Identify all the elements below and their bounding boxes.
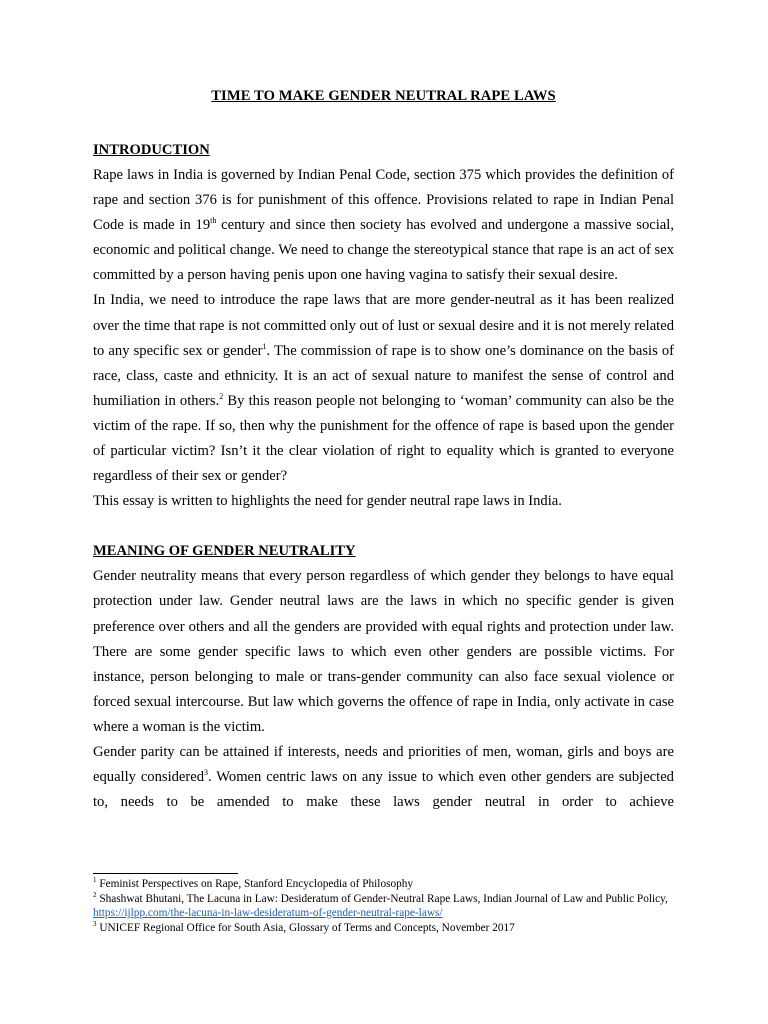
paragraph-intro-3: This essay is written to highlights the need for gender neutral rape laws in India. — [93, 493, 562, 510]
paragraph-intro-1: Rape laws in India is governed by Indian Penal Code, section 375 which provides the definition of rape and section 376 is for punishment of this offence. Provisions related to rape in Indian Penal Code is made in 19th century and since then society has evolved and undergone a massive social, economic and political change. We need to change the stereotypical stance that rape is an act of sex committed by a person having penis upon one having vagina to satisfy their sexual desire. — [93, 167, 674, 284]
footnote-ref-1[interactable]: 1 — [262, 341, 267, 351]
document-body — [93, 84, 674, 815]
footnote-2: $^2$ Shashwat Bhutani, The Lacuna in Law: Desideratum of Gender-Neutral Rape Laws, Indian Journal of Law and Public Policy, https://ijlpp.com/the-lacuna-in-law-desideratum-of-gender-neutral-rape-laws/ — [93, 890, 668, 919]
footnote-ref-2[interactable]: 2 — [219, 391, 224, 401]
superscript-th: th — [210, 216, 217, 226]
footnote-ref-3[interactable]: 3 — [204, 768, 209, 778]
section-heading-meaning: MEANING OF GENDER NEUTRALITY — [93, 543, 356, 560]
footnote-separator — [93, 873, 238, 874]
paragraph-meaning-2: Gender parity can be attained if interests, needs and priorities of men, woman, girls and boys are equally considered$^3$. Women centric laws on any issue to which even other genders are subjected to, needs to be amended to make these laws gender neutral in order to achieve — [93, 743, 674, 811]
footnote-3: $^3$ UNICEF Regional Office for South Asia, Glossary of Terms and Concepts, November 2017 — [93, 919, 515, 934]
footnotes — [93, 877, 683, 935]
footnote-1: $^1$ Feminist Perspectives on Rape, Stanford Encyclopedia of Philosophy — [93, 876, 414, 890]
footnote-2-link[interactable]: https://ijlpp.com/the-lacuna-in-law-desideratum-of-gender-neutral-rape-laws/ — [93, 907, 443, 919]
paragraph-intro-2: In India, we need to introduce the rape laws that are more gender-neutral as it has been realized over the time that rape is not committed only out of lust or sexual desire and it is not merely related to any specific sex or gender$^1$. The commission of rape is to show one’s dominance on the basis of race, class, caste and ethnicity. It is an act of sexual nature to manifest the sense of control and humiliation in others.$^2$ By this reason people not belonging to ‘woman’ community can also be the victim of the rape. If so, then why the punishment for the offence of rape is based upon the gender of particular victim? Isn’t it the clear violation of right to equality which is granted to everyone regardless of their sex or gender? — [93, 292, 675, 485]
paragraph-meaning-1: Gender neutrality means that every person regardless of which gender they belongs to have equal protection under law. Gender neutral laws are the laws in which no specific gender is given preference over others and all the genders are provided with equal rights and protection under law. There are some gender specific laws to which even other genders are possible victims. For instance, person belonging to male or trans-gender community can also face sexual violence or forced sexual intercourse. But law which governs the offence of rape in India, only activate in case where a woman is the victim. — [93, 568, 674, 735]
document-title: TIME TO MAKE GENDER NEUTRAL RAPE LAWS — [211, 88, 556, 104]
section-heading-introduction: INTRODUCTION — [93, 142, 210, 158]
